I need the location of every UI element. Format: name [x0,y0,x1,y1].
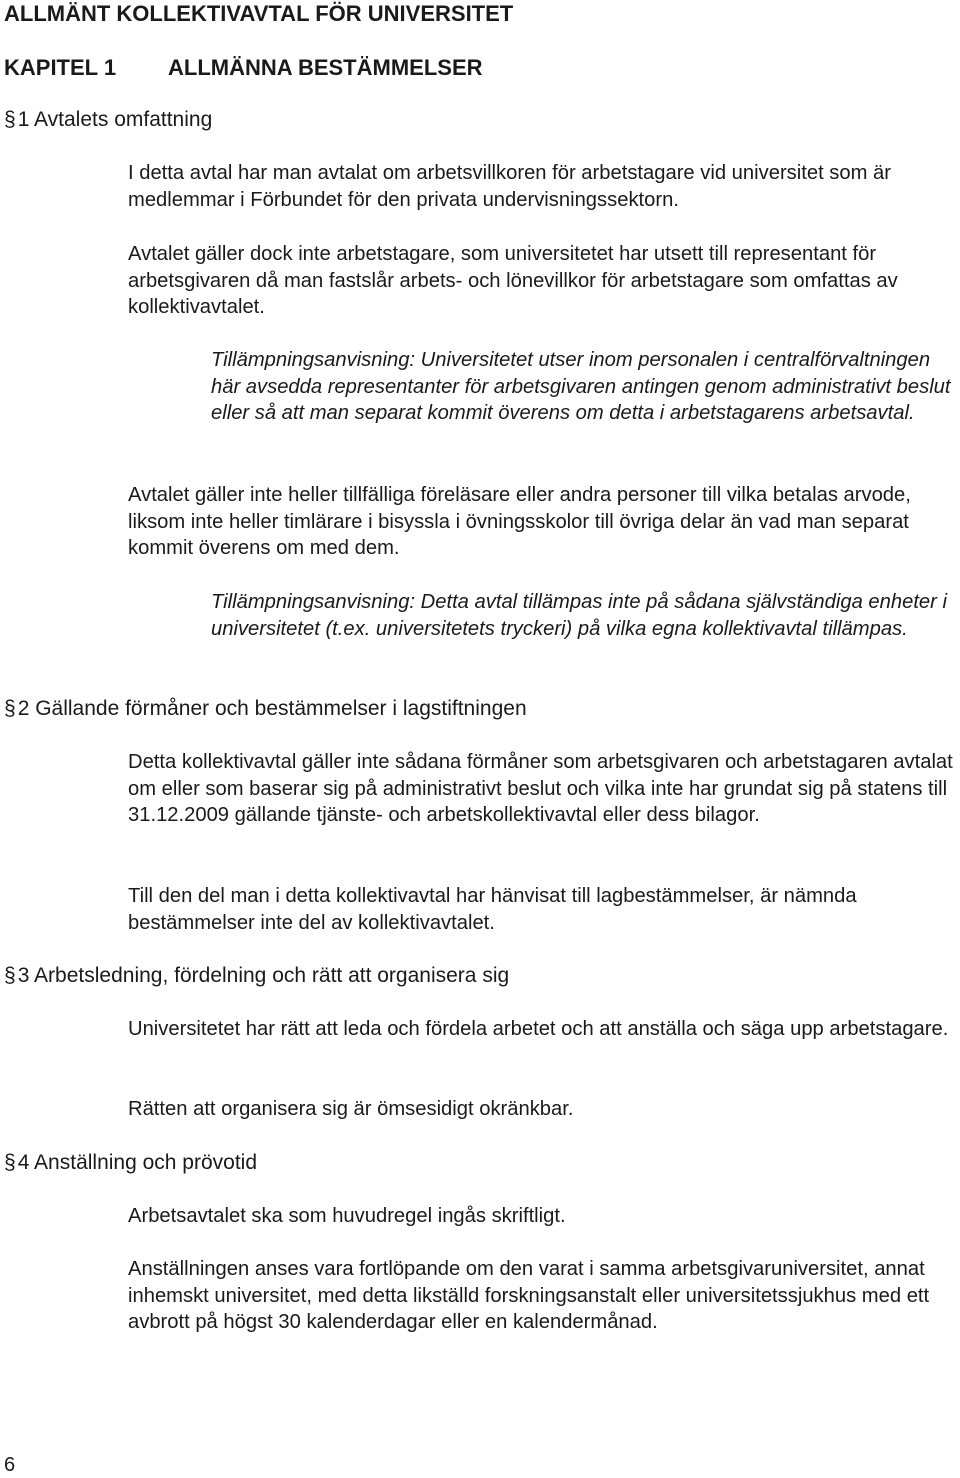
page-number: 6 [4,1454,16,1476]
section-title: 2 Gällande förmåner och bestämmelser i lagstiftningen [17,697,527,720]
section-heading-4 [4,1149,257,1177]
section-title: 1 Avtalets omfattning [17,108,213,131]
section-mark: § [4,964,16,987]
paragraph: I detta avtal har man avtalat om arbetsvillkoren för arbetstagare vid universitet som är medlemmar i Förbundet för den privata undervisningssektorn. [128,162,891,211]
document-title: ALLMÄNT KOLLEKTIVAVTAL FÖR UNIVERSITET [4,1,514,26]
paragraph: Till den del man i detta kollektivavtal har hänvisat till lagbestämmelser, är nämnda bestämmelser inte del av kollektivavtalet. [128,885,857,934]
section-title: 4 Anställning och prövotid [17,1151,258,1174]
section-mark: § [4,697,16,720]
section-mark: § [4,1151,16,1174]
paragraph: Detta kollektivavtal gäller inte sådana förmåner som arbetsgivaren och arbetstagaren avtalat om eller som baserar sig på administrativt beslut och vilka inte har grundat sig på statens till 31.12.2009 gällande tjänste- och arbetskollektivavtal eller dess bilagor. [128,751,953,826]
paragraph: Avtalet gäller inte heller tillfälliga föreläsare eller andra personer till vilka betalas arvode, liksom inte heller timlärare i bisyssla i övningsskolor till övriga delar än vad man separat kommit överens om med dem. [128,484,911,559]
paragraph: Universitetet har rätt att leda och fördela arbetet och att anställa och säga upp arbetstagare. [128,1018,949,1040]
section-heading-1 [4,106,212,134]
section-mark: § [4,108,16,131]
paragraph: Anställningen anses vara fortlöpande om den varat i samma arbetsgivaruniversitet, annat inhemskt universitet, med detta likställd forskningsanstalt eller universitetssjukhus med ett avbrott på högst 30 kalenderdagar eller en kalendermånad. [128,1258,930,1333]
application-note: Tillämpningsanvisning: Universitetet utser inom personalen i centralförvaltningen här avsedda representanter för arbetsgivaren antingen genom administrativt beslut eller så att man separat kommit överens om detta i arbetstagarens arbetsavtal. [211,349,951,424]
section-title: 3 Arbetsledning, fördelning och rätt att organisera sig [17,964,510,987]
section-heading-3 [4,962,509,990]
paragraph: Avtalet gäller dock inte arbetstagare, som universitetet har utsett till representant för arbetsgivaren då man fastslår arbets- och lönevillkor för arbetstagare som omfattas av kollektivavtalet. [128,243,898,318]
paragraph: Arbetsavtalet ska som huvudregel ingås skriftligt. [128,1205,566,1227]
paragraph: Rätten att organisera sig är ömsesidigt okränkbar. [128,1098,574,1120]
section-heading-2 [4,695,527,723]
application-note: Tillämpningsanvisning: Detta avtal tillämpas inte på sådana självständiga enheter i universitetet (t.ex. universitetets tryckeri) på vilka egna kollektivavtal tillämpas. [211,591,947,640]
chapter-heading [4,54,483,82]
chapter-title: ALLMÄNNA BESTÄMMELSER [168,55,483,80]
chapter-number: KAPITEL 1 [4,55,117,80]
